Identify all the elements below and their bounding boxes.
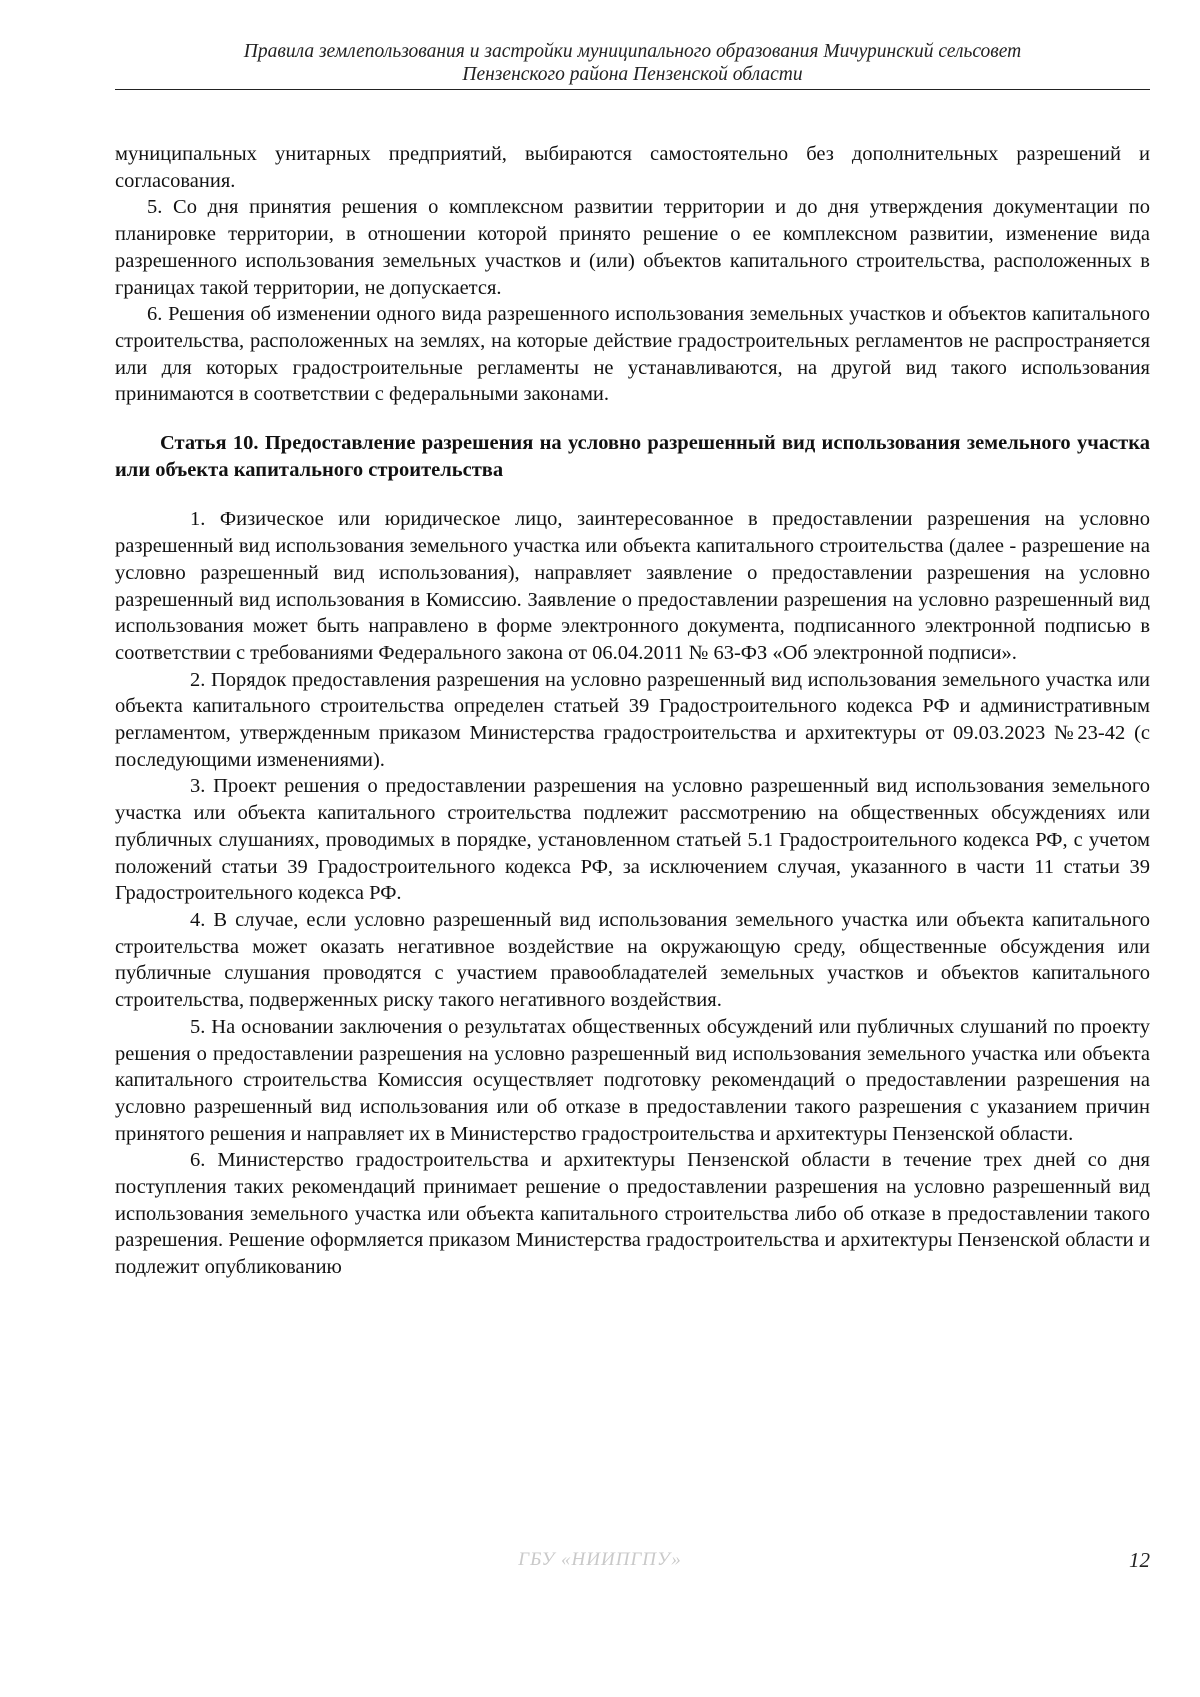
- document-body: [115, 141, 1150, 1281]
- paragraph-continued: муниципальных унитарных предприятий, выбираются самостоятельно без дополнительных разрешений и согласования.: [115, 143, 1150, 192]
- article-item-1: 1. Физическое или юридическое лицо, заинтересованное в предоставлении разрешения на условно разрешенный вид использования земельного участка или объекта капитального строительства (далее - разрешение на условно разрешенный вид использования), направляет заявление о предоставлении разрешения на условно разрешенный вид использования в Комиссию. Заявление о предоставлении разрешения на условно разрешенный вид использования может быть направлено в форме электронного документа, подписанного электронной подписью в соответствии с требованиями Федерального закона от 06.04.2011 № 63-ФЗ «Об электронной подписи».: [115, 508, 1150, 664]
- article-item-2: 2. Порядок предоставления разрешения на условно разрешенный вид использования земельного участка или объекта капитального строительства определен статьей 39 Градостроительного кодекса РФ и административным регламентом, утвержденным приказом Министерства градостроительства и архитектуры от 09.03.2023 №23-42 (с последующими изменениями).: [115, 668, 1150, 771]
- article-item-6: 6. Министерство градостроительства и архитектуры Пензенской области в течение трех дней со дня поступления таких рекомендаций принимает решение о предоставлении разрешения на условно разрешенный вид использования земельного участка или объекта капитального строительства либо об отказе в предоставлении такого разрешения. Решение оформляется приказом Министерства градостроительства и архитектуры Пензенской области и подлежит опубликованию: [115, 1149, 1150, 1279]
- article-item-5: 5. На основании заключения о результатах общественных обсуждений или публичных слушаний по проекту решения о предоставлении разрешения на условно разрешенный вид использования земельного участка или объекта капитального строительства Комиссия осуществляет подготовку рекомендаций о предоставлении разрешения на условно разрешенный вид использования или об отказе в предоставлении такого разрешения с указанием причин принятого решения и направляет их в Министерство градостроительства и архитектуры Пензенской области.: [115, 1015, 1150, 1145]
- running-header: [115, 40, 1150, 86]
- paragraph-5: 5. Со дня принятия решения о комплексном развитии территории и до дня утверждения документации по планировке территории, в отношении которой принято решение о ее комплексном развитии, изменение вида разрешенного использования земельных участков и (или) объектов капитального строительства, расположенных в границах такой территории, не допускается.: [115, 196, 1150, 299]
- footer-organization: ГБУ «НИИПГПУ»: [518, 1549, 682, 1570]
- header-rule: [115, 89, 1150, 90]
- page-number: 12: [1129, 1548, 1150, 1572]
- article-item-4: 4. В случае, если условно разрешенный вид использования земельного участка или объекта капитального строительства может оказать негативное воздействие на окружающую среду, общественные обсуждения или публичные слушания проводятся с участием правообладателей земельных участков и объектов капитального строительства, подверженных риску такого негативного воздействия.: [115, 908, 1150, 1012]
- article-item-3: 3. Проект решения о предоставлении разрешения на условно разрешенный вид использования земельного участка или объекта капитального строительства подлежит рассмотрению на общественных обсуждениях или публичных слушаниях, проводимых в порядке, установленном статьей 5.1 Градостроительного кодекса РФ, с учетом положений статьи 39 Градостроительного кодекса РФ, за исключением случая, указанного в части 11 статьи 39 Градостроительного кодекса РФ.: [115, 775, 1150, 905]
- paragraph-6: 6. Решения об изменении одного вида разрешенного использования земельных участков и объектов капитального строительства, расположенных на землях, на которые действие градостроительных регламентов не распространяется или для которых градостроительные регламенты не устанавливаются, на другой вид такого использования принимаются в соответствии с федеральными законами.: [115, 303, 1150, 406]
- header-line-2: Пензенского района Пензенской области: [462, 64, 803, 85]
- article-heading: Статья 10. Предоставление разрешения на условно разрешенный вид использования земельного участка или объекта капитального строительства: [115, 432, 1150, 481]
- header-line-1: Правила землепользования и застройки муниципального образования Мичуринский сельсовет: [243, 41, 1022, 62]
